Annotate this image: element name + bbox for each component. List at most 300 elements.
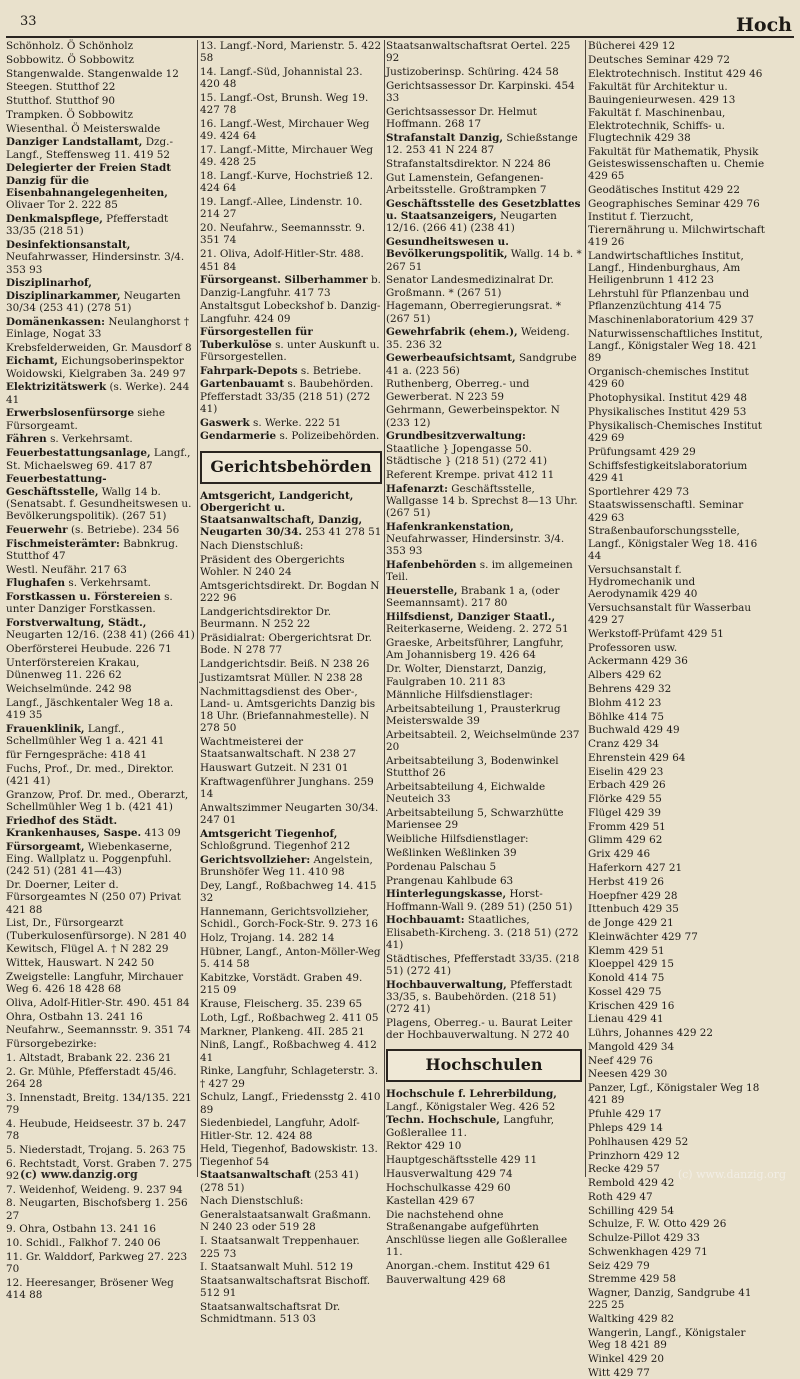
directory-entry (588, 446, 766, 458)
entry-heading: Hochbauverwaltung, (386, 978, 507, 991)
directory-entry (588, 525, 766, 562)
entry-text: Schloßgrund. Tiegenhof 212 (200, 840, 351, 853)
entry-text: Deutsches Seminar 429 72 (588, 53, 730, 66)
entry-text: (s. Werke). 244 41 (6, 381, 190, 406)
entry-text: 16. Langf.-West, Mirchauer Weg 49. 424 64 (200, 118, 370, 143)
entry-text: Nach Dienstschluß: (200, 540, 304, 553)
directory-entry (386, 521, 582, 558)
entry-text: Held, Tiegenhof, Badowskistr. 13. Tiegenhof 54 (200, 1143, 378, 1168)
entry-text: Olivaer Tor 2. 222 85 (6, 199, 118, 212)
entry-text: Graeske, Arbeitsführer, Langfuhr, Am Johannisberg 19. 426 64 (386, 637, 564, 662)
entry-text: Neesen 429 30 (588, 1068, 668, 1081)
directory-entry (588, 564, 766, 601)
directory-entry (200, 972, 382, 997)
entry-text: Geschäftsstelle, Wallgasse 14 b. Sprechst 8—13 Uhr. (267 51) (386, 482, 578, 520)
entry-text: Rinke, Langfuhr, Schlageterstr. 3. † 427 29 (200, 1065, 379, 1090)
entry-text: Albers 429 62 (588, 669, 662, 682)
directory-entry (200, 1091, 382, 1116)
entry-text: Fakultät f. Maschinenbau, Elektrotechnik, Schiffs- u. Flugtechnik 429 38 (588, 107, 726, 144)
header-rule (6, 36, 794, 38)
directory-entry (386, 861, 582, 873)
entry-text: 2. Gr. Mühle, Pfefferstadt 45/46. 264 28 (6, 1065, 177, 1090)
entry-text: Professoren usw. (588, 641, 678, 654)
directory-entry (588, 1313, 766, 1325)
entry-text: Justizamtsrat Müller. N 238 28 (200, 671, 363, 684)
entry-text: Geographisches Seminar 429 76 (588, 197, 760, 210)
directory-entry (386, 914, 582, 951)
entry-heading: Domänenkassen: (6, 315, 106, 328)
entry-text: Unterförstereien Krakau, Dünenweg 11. 226 62 (6, 656, 140, 682)
directory-entry (386, 1209, 582, 1258)
directory-entry (588, 602, 766, 627)
directory-entry (386, 1274, 582, 1286)
entry-text: Winkel 429 20 (588, 1353, 664, 1366)
directory-entry (588, 724, 766, 736)
entry-text: List, Dr., Fürsorgearzt (Tuberkulosenfürsorge). N 281 40 (6, 917, 187, 942)
entry-heading: Gartenbauamt (200, 378, 285, 391)
directory-entry (6, 1277, 196, 1302)
directory-entry (386, 755, 582, 780)
entry-text: Strafanstaltsdirektor. N 224 86 (386, 157, 551, 170)
entry-text: Physikalisches Institut 429 53 (588, 405, 747, 418)
entry-text: s. unter Auskunft u. Fürsorgestellen. (200, 338, 380, 363)
directory-entry (6, 538, 196, 563)
directory-entry (200, 326, 382, 363)
directory-entry (200, 580, 382, 605)
entry-text: Herbst 419 26 (588, 875, 664, 888)
directory-entry (588, 420, 766, 445)
directory-entry (200, 736, 382, 761)
directory-entry (200, 1039, 382, 1064)
entry-text: Staatsanwaltschaftsrat Oertel. 225 92 (386, 40, 571, 65)
directory-entry (6, 355, 196, 380)
entry-text: Staatsanwaltschaftsrat Bischoff. 512 91 (200, 1275, 371, 1300)
entry-text: Elektrotechnisch. Institut 429 46 (588, 67, 763, 80)
entry-text: Ruthenberg, Oberreg.- und Gewerberat. N 223 59 (386, 378, 530, 403)
entry-text: Anwaltszimmer Neugarten 30/34. 247 01 (200, 801, 379, 827)
entry-text: Roth 429 47 (588, 1190, 653, 1203)
directory-entry (200, 248, 382, 273)
entry-heading: Forstkassen u. Förstereien (6, 591, 161, 604)
directory-entry (200, 430, 382, 442)
directory-entry (588, 945, 766, 957)
directory-entry (386, 158, 582, 170)
entry-text: Neufahrw., Seemannsstr. 9. 351 74 (6, 1024, 191, 1037)
entry-text: s. Verkehrsamt. (68, 577, 151, 590)
entry-heading: Desinfektionsanstalt, (6, 238, 131, 251)
entry-text: Brabank 1 a, (oder Seemannsamt). 217 80 (386, 585, 560, 610)
entry-text: Erbach 429 26 (588, 779, 666, 792)
entry-text: Justizoberinsp. Schüring. 424 58 (386, 66, 559, 79)
entry-text: Photophysikal. Institut 429 48 (588, 392, 747, 405)
directory-entry (6, 316, 196, 341)
directory-entry (588, 146, 766, 183)
entry-text: 9. Ohra, Ostbahn 13. 241 16 (6, 1223, 156, 1236)
entry-text: Arbeitsabteilung 4, Eichwalde Neuteich 33 (386, 781, 546, 806)
watermark-left: (c) www.danzig.org (20, 1168, 138, 1181)
entry-heading: Denkmalspflege, (6, 212, 103, 225)
entry-text: Babnkrug. Stutthof 47 (6, 537, 179, 562)
entry-text: Hannemann, Gerichtsvollzieher, Schidl., Gorch-Fock-Str. 9. 273 16 (200, 906, 379, 931)
entry-text: Fürsorgebezirke: (6, 1038, 97, 1051)
directory-entry (588, 1055, 766, 1067)
directory-entry (6, 1024, 196, 1036)
directory-entry (6, 789, 196, 814)
entry-text: 20. Neufahrw., Seemannsstr. 9. 351 74 (200, 222, 366, 247)
entry-text: Zweigstelle: Langfuhr, Mirchauer Weg 6. 426 18 428 68 (6, 970, 184, 996)
entry-text: Hochschulkasse 429 60 (386, 1181, 511, 1194)
entry-text: Die nachstehend ohne Straßenangabe aufgeführten Anschlüsse liegen alle Goßlerallee 11. (386, 1209, 568, 1259)
directory-entry (588, 931, 766, 943)
entry-text: Dey, Langf., Roßbachweg 14. 415 32 (200, 880, 377, 905)
entry-text: s. Baubehörden. Pfefferstadt 33/35 (218 51) (272 41) (200, 378, 374, 415)
entry-text: Gehrmann, Gewerbeinspektor. N (233 12) (386, 404, 560, 429)
directory-entry (6, 81, 196, 93)
directory-entry (386, 236, 582, 273)
directory-entry (588, 184, 766, 196)
entry-text: Maschinenlaboratorium 429 37 (588, 314, 755, 327)
entry-text: Langf., Königstaler Weg. 426 52 (386, 1100, 556, 1113)
entry-text: Arbeitsabteil. 2, Weichselmünde 237 20 (386, 729, 580, 754)
directory-entry (200, 1195, 382, 1207)
column-divider (585, 40, 586, 1177)
directory-entry (386, 847, 582, 859)
page-number: 33 (20, 14, 37, 29)
entry-text: Institut f. Tierzucht, Tierernährung u. Milchwirtschaft 419 26 (588, 211, 765, 248)
directory-entry (6, 749, 196, 761)
entry-text: 8. Neugarten, Bischofsberg 1. 256 27 (6, 1197, 188, 1222)
directory-entry (386, 781, 582, 806)
directory-entry (6, 40, 196, 52)
directory-entry (386, 1168, 582, 1180)
entry-text: (253 41) (278 51) (200, 1169, 359, 1194)
directory-entry (588, 1273, 766, 1285)
directory-entry (588, 211, 766, 248)
entry-heading: Feuerwehr (6, 523, 68, 536)
directory-entry (588, 1287, 766, 1312)
directory-entry (200, 932, 382, 944)
directory-entry (588, 40, 766, 52)
directory-entry (588, 697, 766, 709)
entry-text: 11. Gr. Walddorf, Parkweg 27. 223 70 (6, 1250, 188, 1276)
directory-entry (588, 499, 766, 524)
directory-entry (6, 997, 196, 1009)
entry-text: Naturwissenschaftliches Institut, Langf., Königstaler Weg 18. 421 89 (588, 327, 763, 365)
entry-text: Landgerichtsdirektor Dr. Beurmann. N 252 22 (200, 606, 332, 631)
entry-text: s. im allgemeinen Teil. (386, 559, 573, 584)
directory-entry (386, 274, 582, 299)
entry-text: s. Polizeibehörden. (279, 430, 380, 443)
directory-entry (200, 170, 382, 195)
entry-text: Eiselin 429 23 (588, 765, 664, 778)
directory-entry (588, 288, 766, 313)
directory-entry (588, 628, 766, 640)
entry-text: Neef 429 76 (588, 1054, 653, 1067)
entry-text: 1. Altstadt, Brabank 22. 236 21 (6, 1051, 172, 1064)
directory-entry (588, 392, 766, 404)
entry-heading: Forstverwaltung, Städt., (6, 617, 147, 630)
entry-heading: Fürsorgeamt, (6, 840, 85, 853)
entry-text: Weichselmünde. 242 98 (6, 683, 132, 696)
entry-text: Witt 429 77 (588, 1366, 650, 1379)
entry-text: Arbeitsabteilung 3, Bodenwinkel Stutthof 26 (386, 755, 559, 780)
directory-entry (6, 407, 196, 432)
directory-entry (386, 326, 582, 351)
directory-entry (6, 1038, 196, 1050)
entry-text: Ittenbuch 429 35 (588, 903, 679, 916)
directory-entry (6, 1237, 196, 1249)
directory-entry (386, 66, 582, 78)
entry-text: 3. Innenstadt, Breitg. 134/135. 221 79 (6, 1091, 192, 1117)
directory-entry (588, 54, 766, 66)
entry-text: Präsidialrat: Obergerichtsrat Dr. Bode. N 278 77 (200, 632, 372, 657)
directory-entry (6, 1011, 196, 1023)
entry-heading: Fähren (6, 433, 47, 446)
directory-entry (200, 1026, 382, 1038)
directory-entry (386, 1140, 582, 1152)
directory-entry (386, 404, 582, 429)
entry-text: 4. Heubude, Heidseestr. 37 b. 247 78 (6, 1117, 187, 1143)
entry-text: Nachmittagsdienst des Ober-, Land- u. Amtsgerichts Danzig bis 18 Uhr. (Briefannahmestelle). N 278 50 (200, 685, 376, 735)
directory-entry (588, 68, 766, 80)
directory-entry (200, 998, 382, 1010)
entry-text: Westl. Neufähr. 217 63 (6, 563, 127, 576)
entry-heading: Fürsorgestellen für Tuberkulöse (200, 326, 313, 351)
directory-entry (200, 1275, 382, 1300)
entry-text: Langf., Jäschkentaler Weg 18 a. 419 35 (6, 696, 174, 722)
directory-entry (6, 763, 196, 788)
entry-text: Staatliches, Elisabeth-Kircheng. 3. (218 51) (272 41) (386, 914, 579, 951)
directory-entry (6, 617, 196, 642)
entry-heading: Fürsorgeanst. Silberhammer (200, 274, 368, 287)
entry-text: Männliche Hilfsdienstlager: (386, 689, 533, 702)
entry-heading: Strafanstalt Danzig, (386, 131, 504, 144)
entry-heading: Hafenbehörden (386, 559, 477, 572)
entry-text: Langf., St. Michaelsweg 69. 417 87 (6, 447, 191, 472)
entry-text: Stutthof. Stutthof 90 (6, 95, 116, 108)
entry-text: Langfuhr, Goßlerallee 11. (386, 1114, 555, 1139)
directory-entry (200, 672, 382, 684)
entry-text: Fuchs, Prof., Dr. med., Direktor. (421 41) (6, 762, 174, 787)
entry-heading: Grundbesitzverwaltung: (386, 430, 526, 443)
entry-text: 13. Langf.-Nord, Marienstr. 5. 422 58 (200, 40, 382, 65)
entry-text: Organisch-chemisches Institut 429 60 (588, 366, 749, 391)
entry-heading: Hochschule f. Lehrerbildung, (386, 1088, 557, 1101)
entry-text: Recke 429 57 (588, 1163, 660, 1176)
directory-entry (588, 807, 766, 819)
directory-entry (386, 875, 582, 887)
directory-entry (588, 1027, 766, 1039)
directory-entry (588, 1205, 766, 1217)
directory-entry (6, 1197, 196, 1222)
entry-text: Kabitzke, Vorstädt. Graben 49. 215 09 (200, 971, 363, 997)
directory-entry (386, 979, 582, 1016)
entry-text: Neulanghorst † Einlage, Nogat 33 (6, 315, 190, 340)
entry-text: Böhlke 414 75 (588, 710, 665, 723)
directory-entry (588, 1191, 766, 1203)
directory-entry (6, 943, 196, 955)
entry-heading: Techn. Hochschule, (386, 1114, 500, 1127)
directory-entry (6, 524, 196, 536)
directory-entry (6, 971, 196, 996)
entry-text: Krebsfelderweiden, Gr. Mausdorf 8 (6, 341, 192, 354)
entry-text: 15. Langf.-Ost, Brunsh. Weg 19. 427 78 (200, 92, 369, 117)
directory-entry (6, 917, 196, 942)
entry-text: Cranz 429 34 (588, 738, 659, 751)
directory-entry (200, 222, 382, 247)
entry-text: Plagens, Oberreg.- u. Baurat Leiter der Hochbauverwaltung. N 272 40 (386, 1016, 573, 1042)
directory-entry (200, 1235, 382, 1260)
directory-entry (6, 162, 196, 211)
directory-entry (200, 828, 382, 853)
directory-entry (200, 144, 382, 169)
entry-text: Pohlhausen 429 52 (588, 1135, 689, 1148)
entry-text: Lehrstuhl für Pflanzenbau und Pflanzenzüchtung 414 75 (588, 288, 750, 313)
entry-text: Hagemann, Oberregierungsrat. * (267 51) (386, 300, 562, 325)
directory-entry (588, 972, 766, 984)
entry-text: Neugarten 30/34 (253 41) (278 51) (6, 289, 181, 314)
directory-entry (200, 802, 382, 827)
directory-entry (386, 807, 582, 832)
directory-entry (588, 366, 766, 391)
directory-entry (588, 198, 766, 210)
entry-text: Kastellan 429 67 (386, 1195, 475, 1208)
entry-text: Landwirtschaftliches Institut, Langf., Hindenburghaus, Am Heiligenbrunn 1 412 23 (588, 249, 744, 287)
entry-text: s. Verkehrsamt. (50, 433, 133, 446)
entry-text: Steegen. Stutthof 22 (6, 81, 116, 94)
entry-text: Versuchsanstalt für Wasserbau 429 27 (588, 601, 752, 627)
entry-text: Prinzhorn 429 12 (588, 1149, 680, 1162)
directory-entry (386, 300, 582, 325)
entry-text: Hübner, Langf., Anton-Möller-Weg 5. 414 58 (200, 945, 381, 971)
directory-entry (6, 697, 196, 722)
directory-entry (386, 172, 582, 197)
directory-entry (200, 40, 382, 65)
entry-text: I. Staatsanwalt Muhl. 512 19 (200, 1261, 353, 1274)
entry-text: 253 41 278 51 (305, 526, 382, 539)
directory-entry (6, 957, 196, 969)
directory-entry (588, 250, 766, 287)
watermark-right: (c) www.danzig.org (677, 1168, 786, 1181)
directory-entry (588, 406, 766, 418)
directory-entry (200, 1143, 382, 1168)
directory-entry (200, 1301, 382, 1326)
entry-text: Pfefferstadt 33/35 (218 51) (6, 212, 169, 238)
directory-entry (588, 834, 766, 846)
directory-entry (6, 136, 196, 161)
directory-entry (6, 564, 196, 576)
entry-text: Granzow, Prof. Dr. med., Oberarzt, Schellmühler Weg 1 b. (421 41) (6, 788, 189, 813)
directory-entry (588, 460, 766, 485)
entry-text: siehe Fürsorgeamt. (6, 407, 166, 432)
directory-entry (200, 946, 382, 971)
directory-entry (200, 762, 382, 774)
entry-text: Wachtmeisterei der Staatsanwaltschaft. N 238 27 (200, 736, 357, 761)
entry-heading: Hochbauamt: (386, 914, 465, 927)
entry-text: Behrens 429 32 (588, 683, 672, 696)
entry-text: Wangerin, Langf., Königstaler Weg 18 421 89 (588, 1327, 746, 1352)
directory-entry (386, 663, 582, 688)
entry-text: Oliva, Adolf-Hitler-Str. 490. 451 84 (6, 996, 190, 1009)
entry-text: Wiesenthal. Ö Meisterswalde (6, 122, 161, 135)
entry-text: s. unter Danziger Forstkassen. (6, 591, 173, 616)
entry-text: de Jonge 429 21 (588, 917, 674, 930)
directory-entry (6, 657, 196, 682)
directory-entry (386, 80, 582, 105)
entry-text: Krischen 429 16 (588, 999, 675, 1012)
directory-entry (588, 1122, 766, 1134)
directory-entry (386, 40, 582, 65)
directory-entry (588, 314, 766, 326)
entry-text: 12. Heeresanger, Brösener Weg 414 88 (6, 1276, 174, 1302)
entry-text: Lührs, Johannes 429 22 (588, 1027, 714, 1040)
entry-text: Weideng. 35. 236 32 (386, 326, 570, 351)
directory-entry (588, 752, 766, 764)
entry-heading: Danziger Landstallamt, (6, 136, 143, 149)
entry-text: Werkstoff-Prüfamt 429 51 (588, 627, 724, 640)
entry-text: Schulze, F. W. Otto 429 26 (588, 1218, 727, 1231)
directory-entry (588, 779, 766, 791)
entry-text: Pfuhle 429 17 (588, 1108, 662, 1121)
entry-text: Weßlinken Weßlinken 39 (386, 846, 517, 859)
directory-entry (588, 821, 766, 833)
entry-text: s. Werke. 222 51 (253, 416, 342, 429)
entry-text: Schilling 429 54 (588, 1204, 674, 1217)
entry-text: Krause, Fleischerg. 35. 239 65 (200, 997, 363, 1010)
entry-text: Panzer, Lgf., Königstaler Weg 18 421 89 (588, 1082, 760, 1107)
directory-entry (386, 106, 582, 131)
entry-text: Blohm 412 23 (588, 696, 662, 709)
entry-text: Versuchsanstalt f. Hydromechanik und Aerodynamik 429 40 (588, 563, 698, 601)
directory-entry (200, 490, 382, 539)
directory-entry (200, 686, 382, 735)
entry-heading: Hilfsdienst, Danziger Staatl., (386, 611, 556, 624)
entry-text: Markner, Plankeng. 4II. 285 21 (200, 1025, 365, 1038)
directory-entry (386, 585, 582, 610)
entry-heading: Disziplinarhof, Disziplinarkammer, (6, 277, 121, 302)
directory-entry (6, 342, 196, 354)
entry-text: Angelstein, Brunshöfer Weg 11. 410 98 (200, 854, 373, 879)
entry-text: Stangenwalde. Stangenwalde 12 (6, 67, 179, 80)
entry-text: Dr. Doerner, Leiter d. Fürsorgeamtes N (250 07) Privat 421 88 (6, 879, 181, 916)
entry-text: Generalstaatsanwalt Graßmann. N 240 23 oder 519 28 (200, 1209, 372, 1234)
entry-text: Siedenbiedel, Langfuhr, Adolf-Hitler-Str. 12. 424 88 (200, 1117, 360, 1142)
directory-entry (6, 643, 196, 655)
entry-heading: Gendarmerie (200, 430, 277, 443)
entry-text: Wiebenkaserne, Eing. Wallplatz u. Poggenpfuhl. (242 51) (281 41—43) (6, 840, 173, 878)
directory-entry (588, 642, 766, 654)
entry-text: für Ferngespräche: 418 41 (6, 748, 148, 761)
directory-entry (588, 862, 766, 874)
directory-entry (386, 1017, 582, 1042)
directory-entry (200, 632, 382, 657)
directory-entry (588, 1232, 766, 1244)
directory-entry (588, 683, 766, 695)
entry-text: Konold 414 75 (588, 972, 665, 985)
entry-text: Städtisches, Pfefferstadt 33/35. (218 51) (272 41) (386, 952, 580, 977)
entry-text: Bücherei 429 12 (588, 40, 676, 52)
entry-text: 7. Weidenhof, Weideng. 9. 237 94 (6, 1183, 183, 1196)
entry-text: Schulze-Pillot 429 33 (588, 1232, 700, 1245)
directory-entry (200, 1261, 382, 1273)
entry-text: Seiz 429 79 (588, 1259, 650, 1272)
directory-entry (386, 888, 582, 913)
entry-heading: Feuerbestattung-Geschäftsstelle, (6, 473, 107, 498)
section-heading: Hochschulen (386, 1049, 582, 1082)
entry-text: 18. Langf.-Kurve, Hochstrieß 12. 424 64 (200, 170, 373, 195)
entry-text: Trampken. Ö Sobbowitz (6, 108, 133, 121)
column-2 (200, 40, 382, 1326)
